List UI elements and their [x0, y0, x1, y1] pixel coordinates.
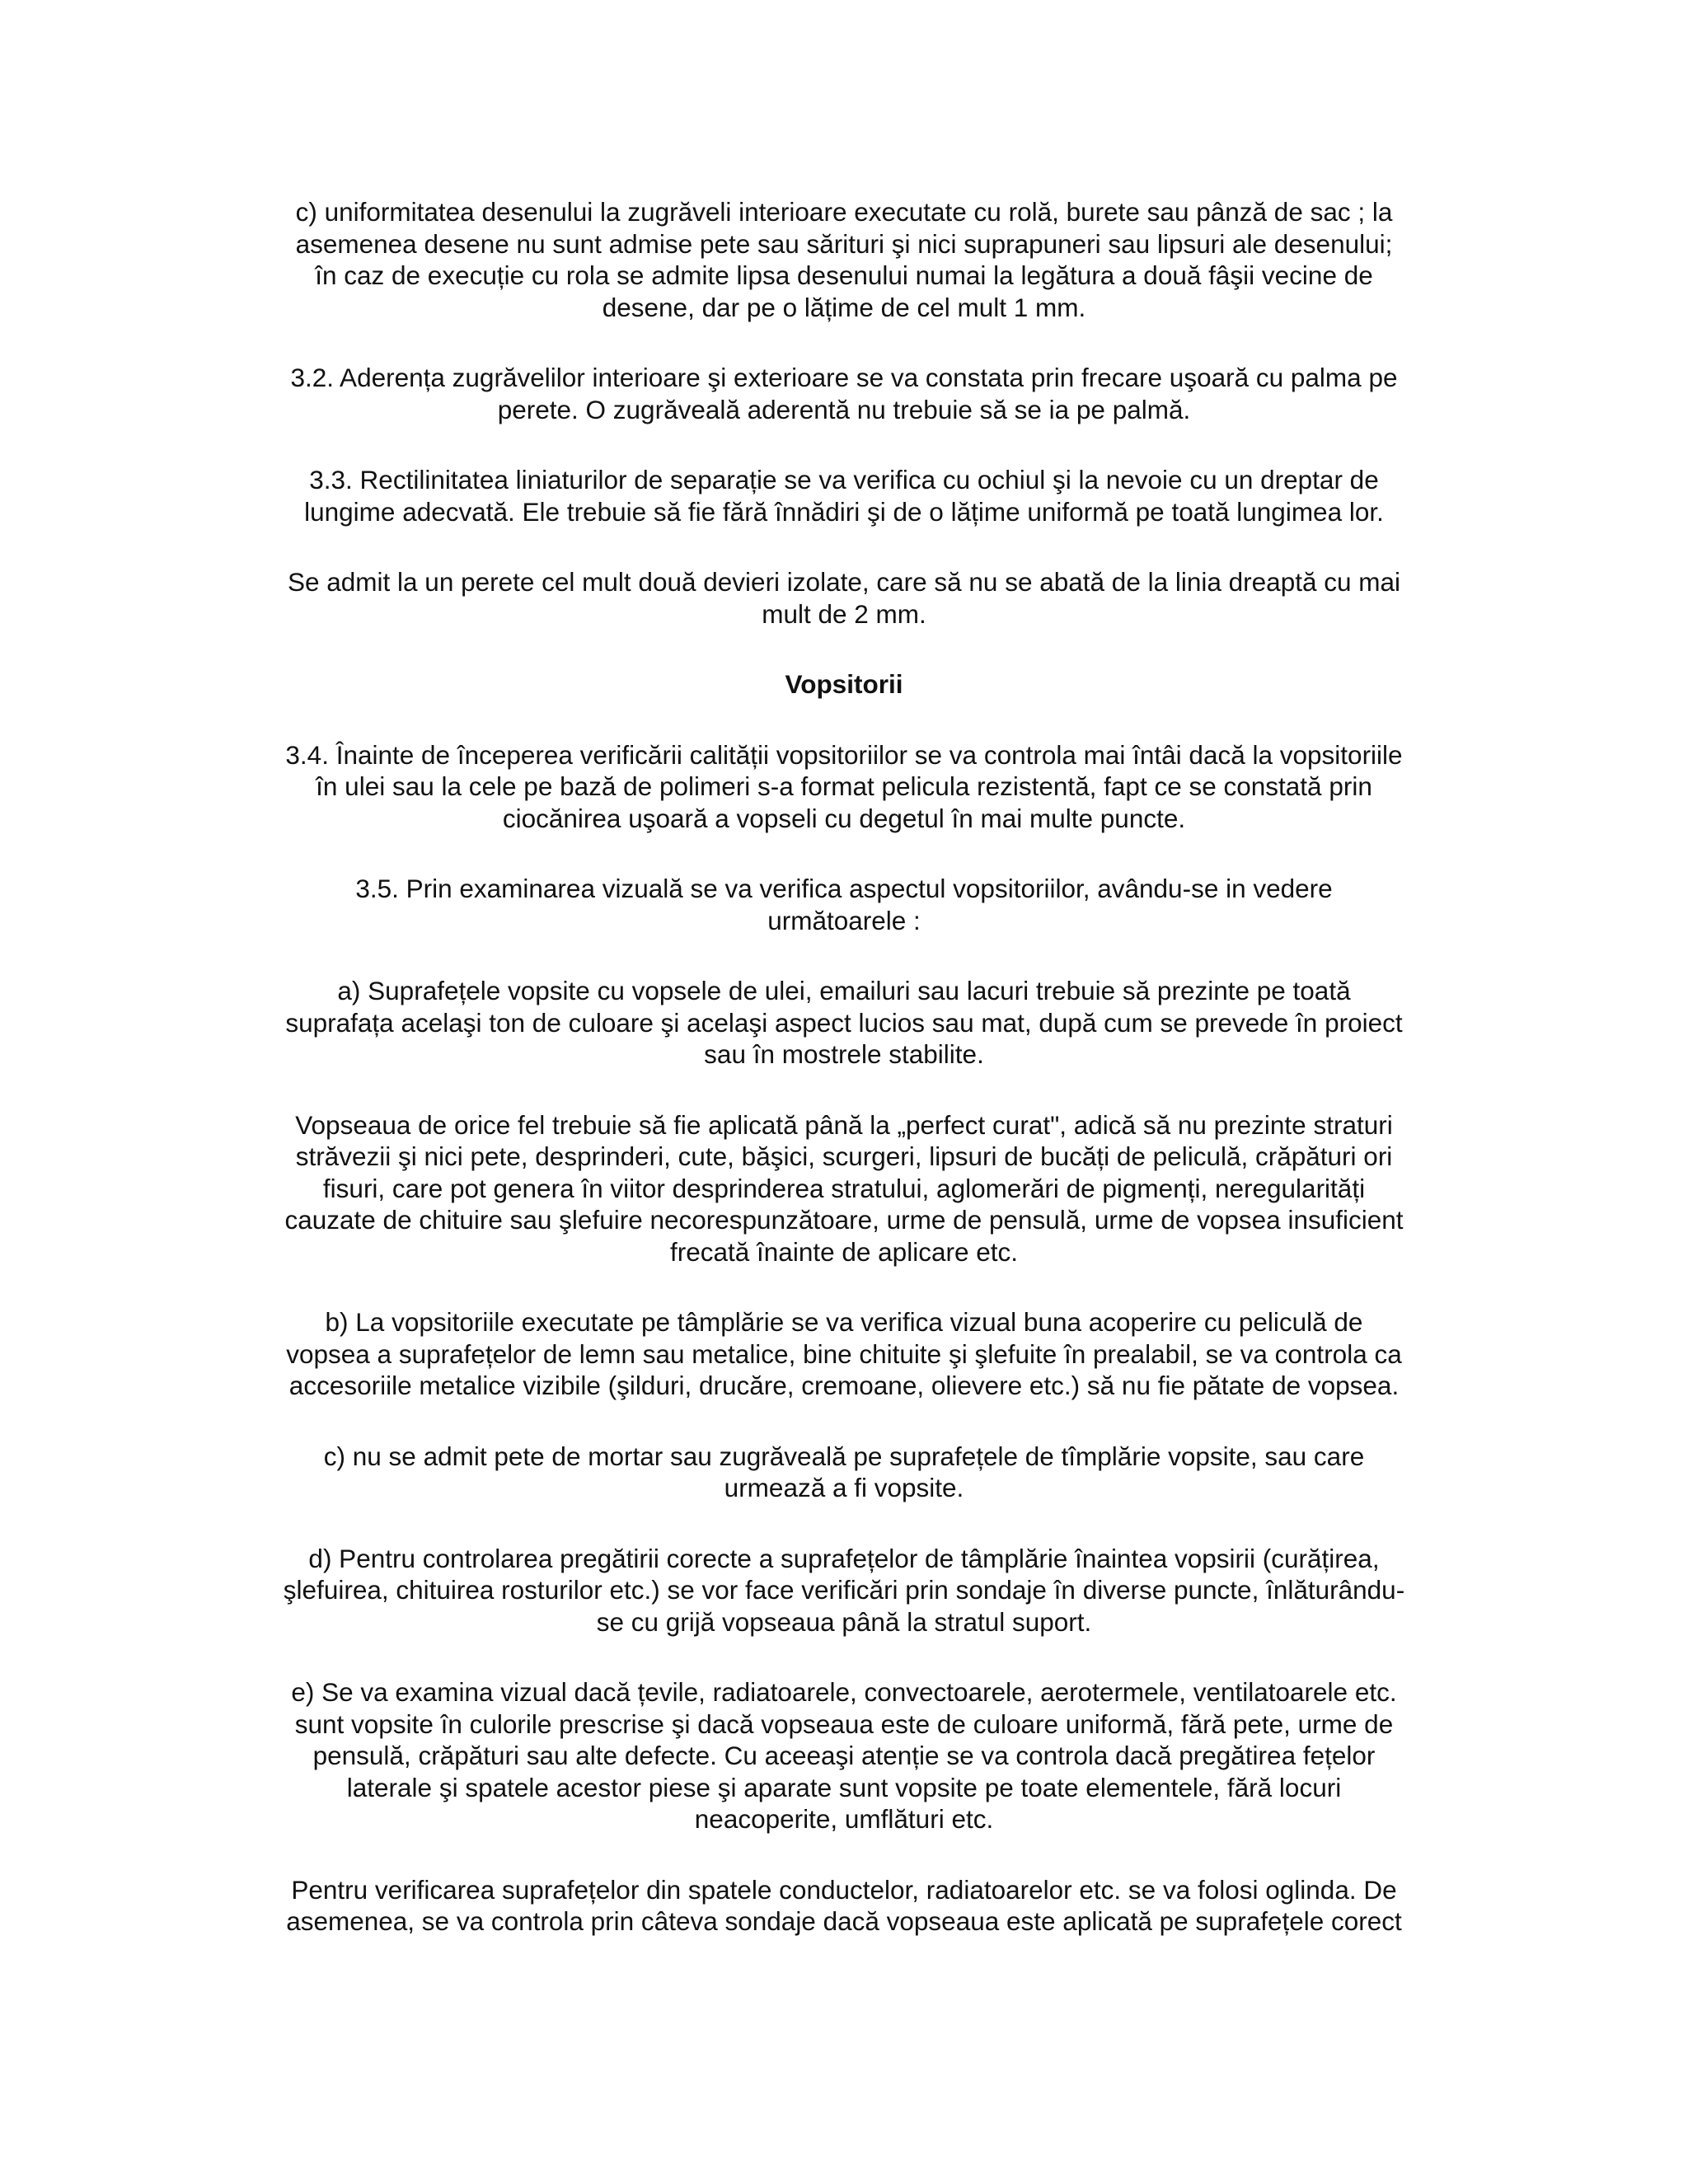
- paragraph-vopseaua-perfect-curat: Vopseaua de orice fel trebuie să fie aplicată până la „perfect curat", adică să nu prezinte straturi străvezii şi nici pete, desprinderi, cute, băşici, scurgeri, lipsuri de bucăți de peliculă, crăpături ori fisuri, care pot genera în viitor desprinderea stratului, aglomerări de pigmenți, neregularități cauzate de chituire sau şlefuire necorespunzătoare, urme de pensulă, urme de vopsea insuficient frecată înainte de aplicare etc.: [284, 1109, 1404, 1267]
- paragraph-3-2-aderenta: 3.2. Aderența zugrăvelilor interioare şi exterioare se va constata prin frecare uşoară cu palma pe perete. O zugrăveală aderentă nu trebuie să se ia pe palmă.: [290, 363, 1398, 424]
- paragraph-uniformitate-desen: c) uniformitatea desenului la zugrăveli interioare executate cu rolă, burete sau pânză de sac ; la asemenea desene nu sunt admise pete sau sărituri şi nici suprapuneri sau lipsuri ale desenului; în caz de execuție cu rola se admite lipsa desenului numai la legătura a două fâşii vecine de desene, dar pe o lățime de cel mult 1 mm.: [295, 197, 1393, 322]
- paragraph-d-pregatire-tamplarie: d) Pentru controlarea pregătirii corecte a suprafețelor de tâmplărie înaintea vopsirii (curățirea, şlefuirea, chituirea rosturilor etc.) se vor face verificări prin sondaje în diverse puncte, înlăturându- se cu grijă vopseaua până la stratul suport.: [283, 1543, 1405, 1637]
- paragraph-3-4-inceperea-verificarii: 3.4. Înainte de începerea verificării calității vopsitoriilor se va controla mai întâi dacă la vopsitoriile în ulei sau la cele pe bază de polimeri s-a format pelicula rezistentă, fapt ce se constată prin ciocănirea uşoară a vopseli cu degetul în mai multe puncte.: [285, 739, 1403, 833]
- paragraph-3-5-examinare-vizuala: 3.5. Prin examinarea vizuală se va verifica aspectul vopsitoriilor, avându-se in vedere următoarele :: [355, 874, 1333, 935]
- paragraph-c-pete-mortar: c) nu se admit pete de mortar sau zugrăveală pe suprafețele de tîmplărie vopsite, sau care urmează a fi vopsite.: [323, 1441, 1365, 1502]
- paragraph-verificare-oglinda: Pentru verificarea suprafețelor din spatele conductelor, radiatoarelor etc. se va folosi oglinda. De asemenea, se va controla prin câteva sondaje dacă vopseaua este aplicată pe suprafețele corect: [286, 1874, 1402, 1936]
- section-heading-vopsitorii: Vopsitorii: [785, 669, 903, 699]
- paragraph-e-tevi-radiatoare: e) Se va examina vizual dacă țevile, radiatoarele, convectoarele, aerotermele, ventilatoarele etc. sunt vopsite în culorile prescrise şi dacă vopseaua este de culoare uniformă, fără pete, urme de pensulă, crăpături sau alte defecte. Cu aceeaşi atenție se va controla dacă pregătirea fețelor laterale şi spatele acestor piese şi aparate sunt vopsite pe toate elementele, fără locuri neacoperite, umflături etc.: [291, 1677, 1397, 1834]
- paragraph-a-suprafete-vopsite: a) Suprafețele vopsite cu vopsele de ulei, emailuri sau lacuri trebuie să prezinte pe toată suprafața acelaşi ton de culoare şi acelaşi aspect lucios sau mat, după cum se prevede în proiect sau în mostrele stabilite.: [285, 976, 1403, 1069]
- document-body: [247, 196, 1441, 1976]
- paragraph-b-tamplarie: b) La vopsitoriile executate pe tâmplărie se va verifica vizual buna acoperire cu peliculă de vopsea a suprafețelor de lemn sau metalice, bine chituite şi şlefuite în prealabil, se va controla ca accesoriile metalice vizibile (şilduri, drucăre, cremoane, olievere etc.) să nu fie pătate de vopsea.: [286, 1307, 1402, 1400]
- paragraph-3-3-rectilinitate: 3.3. Rectilinitatea liniaturilor de separație se va verifica cu ochiul şi la nevoie cu un dreptar de lungime adecvată. Ele trebuie să fie fără înnădiri şi de o lățime uniformă pe toată lungimea lor.: [304, 465, 1384, 527]
- paragraph-devieri-izolate: Se admit la un perete cel mult două devieri izolate, care să nu se abată de la linia dreaptă cu mai mult de 2 mm.: [287, 567, 1401, 629]
